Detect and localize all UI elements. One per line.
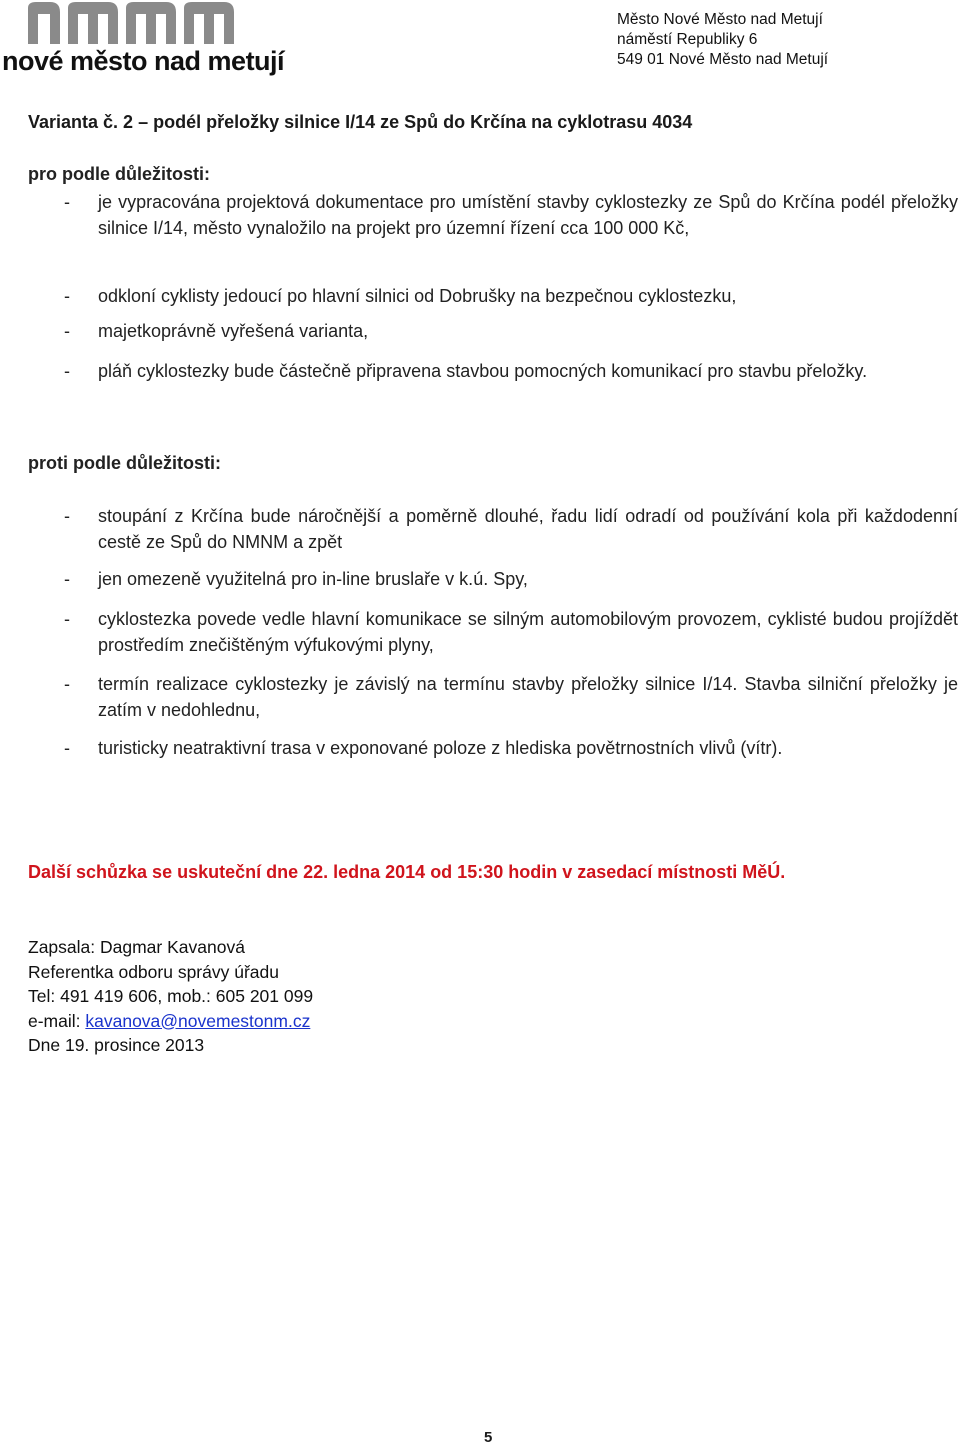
list-item-text: cyklostezka povede vedle hlavní komunikace se silným automobilovým provozem, cyklisté budou projíždět prostředím znečištěným výfukovými plyny, xyxy=(98,609,958,655)
list-item-text: jen omezeně využitelná pro in-line bruslaře v k.ú. Spy, xyxy=(98,569,528,589)
email-link[interactable]: kavanova@novemestonm.cz xyxy=(85,1010,311,1031)
list-item xyxy=(28,735,958,761)
bullet-dash: - xyxy=(64,192,70,212)
page-number: 5 xyxy=(484,1429,493,1446)
list-item-text: pláň cyklostezky bude částečně připravena stavbou pomocných komunikací pro stavbu přeložky. xyxy=(98,361,868,381)
list-item-text: turisticky neatraktivní trasa v exponované poloze z hlediska povětrnostních vlivů (vítr). xyxy=(98,738,783,758)
signature-phone: Tel: 491 419 606, mob.: 605 201 099 xyxy=(28,986,314,1006)
list-item xyxy=(28,606,958,658)
signature-role: Referentka odboru správy úřadu xyxy=(28,961,279,982)
signature-email-row xyxy=(28,1009,313,1034)
list-item xyxy=(28,318,958,344)
address-line: 549 01 Nové Město nad Metují xyxy=(617,51,829,68)
list-item xyxy=(28,358,958,384)
address-line: náměstí Republiky 6 xyxy=(617,31,758,48)
list-item xyxy=(28,566,958,592)
address-block xyxy=(617,10,828,70)
list-item-text: termín realizace cyklostezky je závislý na termínu stavby přeložky silnice I/14. Stavba silniční přeložky je zatím v nedohlednu, xyxy=(98,674,958,720)
variant-title: Varianta č. 2 – podél přeložky silnice I/14 ze Spů do Krčína na cyklotrasu 4034 xyxy=(28,112,693,132)
list-item xyxy=(28,503,958,555)
address-line: Město Nové Město nad Metují xyxy=(617,11,823,28)
list-item-text: stoupání z Krčína bude náročnější a poměrně dlouhé, řadu lidí odradí od používání kola při každodenní cestě ze Spů do NMNM a zpět xyxy=(98,506,958,552)
list-item xyxy=(28,189,958,241)
bullet-dash: - xyxy=(64,674,70,694)
logo-text: nové město nad metují xyxy=(2,46,285,76)
pros-heading: pro podle důležitosti: xyxy=(28,164,210,184)
signature-author: Zapsala: Dagmar Kavanová xyxy=(28,937,245,957)
list-item-text: odkloní cyklisty jedoucí po hlavní silnici od Dobrušky na bezpečnou cyklostezku, xyxy=(98,286,737,306)
bullet-dash: - xyxy=(64,738,70,758)
bullet-dash: - xyxy=(64,609,70,629)
signature-block xyxy=(28,935,313,1058)
town-logo xyxy=(0,0,290,78)
list-item-text: majetkoprávně vyřešená varianta, xyxy=(98,321,369,341)
bullet-dash: - xyxy=(64,361,70,381)
bullet-dash: - xyxy=(64,286,70,306)
list-item xyxy=(28,283,958,309)
email-label: e-mail: xyxy=(28,1010,86,1031)
signature-date: Dne 19. prosince 2013 xyxy=(28,1035,205,1055)
cons-heading: proti podle důležitosti: xyxy=(28,453,221,473)
list-item xyxy=(28,671,958,723)
bullet-dash: - xyxy=(64,569,70,589)
bullet-dash: - xyxy=(64,506,70,526)
next-meeting-notice: Další schůzka se uskuteční dne 22. ledna 2014 od 15:30 hodin v zasedací místnosti MěÚ. xyxy=(28,862,786,882)
bullet-dash: - xyxy=(64,321,70,341)
logo-mark-icon xyxy=(28,0,252,44)
list-item-text: je vypracována projektová dokumentace pro umístění stavby cyklostezky ze Spů do Krčína podél přeložky silnice I/14, město vynaložilo na projekt pro územní řízení cca 100 000 Kč, xyxy=(98,192,958,238)
